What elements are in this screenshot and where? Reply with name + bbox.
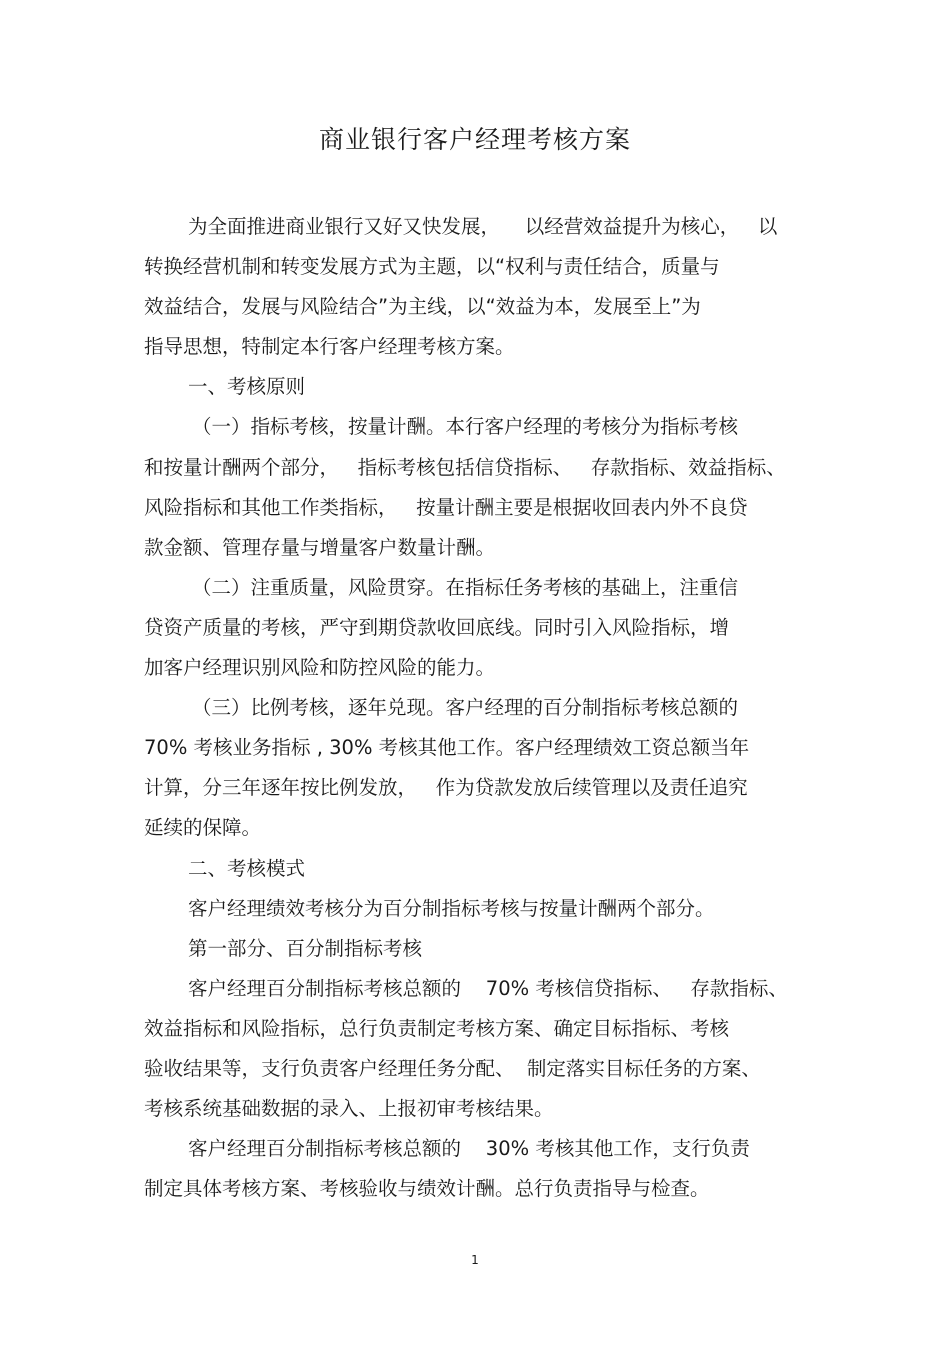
paragraph-line: 客户经理百分制指标考核总额的 70% 考核信贷指标、 存款指标、 — [188, 976, 788, 1000]
paragraph-line: 考核系统基础数据的录入、上报初审考核结果。 — [144, 1097, 554, 1121]
paragraph-line: 验收结果等，支行负责客户经理任务分配、 制定落实目标任务的方案、 — [144, 1056, 761, 1080]
paragraph-line: 效益指标和风险指标，总行负责制定考核方案、确定目标指标、考核 — [144, 1016, 730, 1040]
subsection-heading: 第一部分、百分制指标考核 — [188, 936, 423, 960]
paragraph-line: （二）注重质量，风险贯穿。在指标任务考核的基础上，注重信 — [192, 575, 739, 599]
paragraph-line: 转换经营机制和转变发展方式为主题，以“权利与责任结合，质量与 — [144, 255, 720, 279]
page-number: 1 — [471, 1253, 479, 1267]
paragraph-line: 70% 考核业务指标 , 30% 考核其他工作。客户经理绩效工资总额当年 — [144, 736, 750, 760]
paragraph-line: 延续的保障。 — [144, 816, 262, 840]
paragraph-line: 为全面推进商业银行又好又快发展， 以经营效益提升为核心， 以 — [188, 215, 778, 238]
document-body — [144, 207, 824, 1209]
section-heading: 一、考核原则 — [188, 375, 306, 399]
paragraph-line: 风险指标和其他工作类指标， 按量计酬主要是根据收回表内外不良贷 — [144, 495, 748, 519]
paragraph-line: （一）指标考核，按量计酬。本行客户经理的考核分为指标考核 — [192, 415, 739, 439]
document-title: 商业银行客户经理考核方案 — [318, 125, 631, 154]
paragraph-line: 和按量计酬两个部分， 指标考核包括信贷指标、 存款指标、效益指标、 — [144, 455, 786, 479]
paragraph-line: 加客户经理识别风险和防控风险的能力。 — [144, 656, 496, 680]
paragraph-line: 客户经理百分制指标考核总额的 30% 考核其他工作，支行负责 — [188, 1137, 750, 1161]
paragraph-line: 指导思想，特制定本行客户经理考核方案。 — [144, 335, 515, 359]
paragraph-line: 计算，分三年逐年按比例发放， 作为贷款发放后续管理以及责任追究 — [144, 776, 748, 800]
paragraph-line: 贷资产质量的考核，严守到期贷款收回底线。同时引入风险指标，增 — [144, 615, 730, 639]
paragraph-line: 客户经理绩效考核分为百分制指标考核与按量计酬两个部分。 — [188, 896, 715, 920]
section-heading: 二、考核模式 — [188, 856, 306, 880]
paragraph-line: （三）比例考核，逐年兑现。客户经理的百分制指标考核总额的 — [192, 696, 739, 720]
paragraph-line: 制定具体考核方案、考核验收与绩效计酬。总行负责指导与检查。 — [144, 1177, 710, 1201]
paragraph-line: 款金额、管理存量与增量客户数量计酬。 — [144, 535, 496, 559]
paragraph-line: 效益结合，发展与风险结合”为主线，以“效益为本，发展至上”为 — [144, 295, 701, 319]
